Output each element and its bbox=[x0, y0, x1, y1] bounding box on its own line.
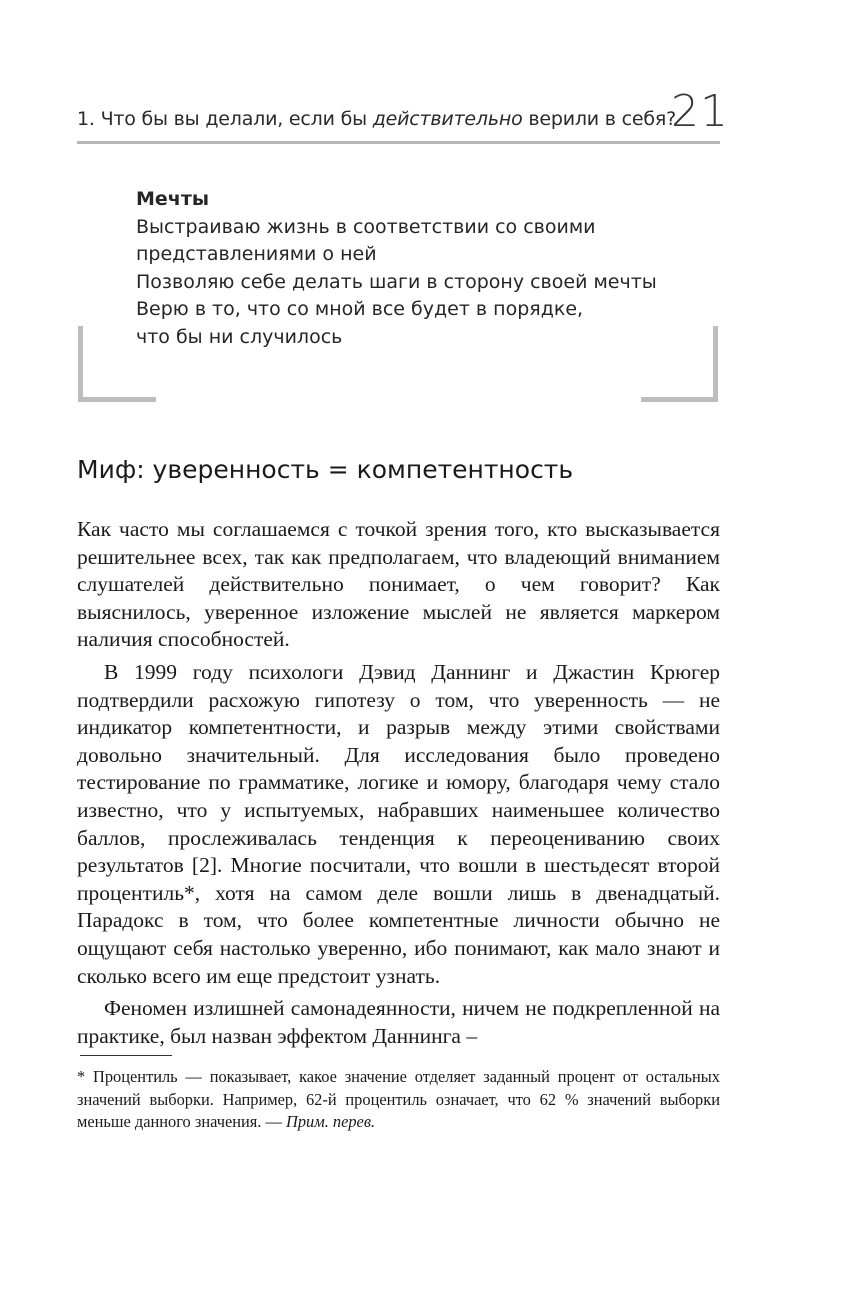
paragraph: Феномен излишней самонадеянности, ничем не подкрепленной на практике, был назван эффектом Даннинга – bbox=[77, 996, 720, 1048]
box-bracket-left bbox=[78, 326, 83, 402]
running-head-part-2: верили в себя? bbox=[522, 108, 676, 130]
running-head-italic: действительно bbox=[372, 108, 523, 130]
dream-box-title: Мечты bbox=[136, 188, 210, 210]
box-bracket-left-base bbox=[78, 397, 156, 402]
dream-box bbox=[136, 186, 696, 351]
section-heading: Миф: уверенность = компетентность bbox=[77, 455, 574, 484]
dream-box-line: Выстраиваю жизнь в соответствии со своими bbox=[136, 215, 596, 238]
paragraph: В 1999 году психологи Дэвид Даннинг и Джастин Крюгер подтвердили расхожую гипотезу о том, что уверенность — не индикатор компетентности, и разрыв между этими свойствами довольно значительный. Для исследования было проведено тестирование по грамматике, логике и юмору, благодаря чему стало известно, что у испытуемых, набравших наименьшее количество баллов, прослеживалась тенденция к переоцениванию своих результатов [2]. Многие посчитали, что вошли в шестьдесят второй процентиль*, хотя на самом деле вошли лишь в двенадцатый. Парадокс в том, что более компетентные личности обычно не ощущают себя настолько уверенно, ибо понимают, как мало знают и сколько всего им еще предстоит узнать. bbox=[77, 659, 720, 988]
header-rule bbox=[77, 141, 720, 144]
body-text bbox=[77, 516, 720, 1050]
dream-box-line: что бы ни случилось bbox=[136, 325, 343, 348]
page-number: 21 bbox=[671, 86, 729, 137]
paragraph: Как часто мы соглашаемся с точкой зрения того, кто высказывается решительнее всех, так как предполагаем, что владеющий вниманием слушателей действительно понимает, о чем говорит? Как выяснилось, уверенное изложение мыслей не является маркером наличия способностей. bbox=[77, 517, 720, 652]
running-head bbox=[77, 108, 676, 130]
dream-box-line: Позволяю себе делать шаги в сторону своей мечты bbox=[136, 270, 657, 293]
dream-box-line: представлениями о ней bbox=[136, 243, 377, 265]
footnote bbox=[77, 1066, 720, 1134]
footnote-text: * Процентиль — показывает, какое значение отделяет заданный процент от остальных значений выборки. Например, 62-й процентиль означает, что 62 % значений выборки меньше данного значения. — bbox=[77, 1067, 720, 1131]
footnote-italic: Прим. перев. bbox=[286, 1112, 376, 1131]
box-bracket-right-base bbox=[641, 397, 718, 402]
running-head-part-1: 1. Что бы вы делали, если бы bbox=[77, 108, 373, 130]
footnote-rule bbox=[80, 1055, 172, 1056]
box-bracket-right bbox=[713, 326, 718, 402]
dream-box-line: Верю в то, что со мной все будет в порядке, bbox=[136, 298, 584, 320]
